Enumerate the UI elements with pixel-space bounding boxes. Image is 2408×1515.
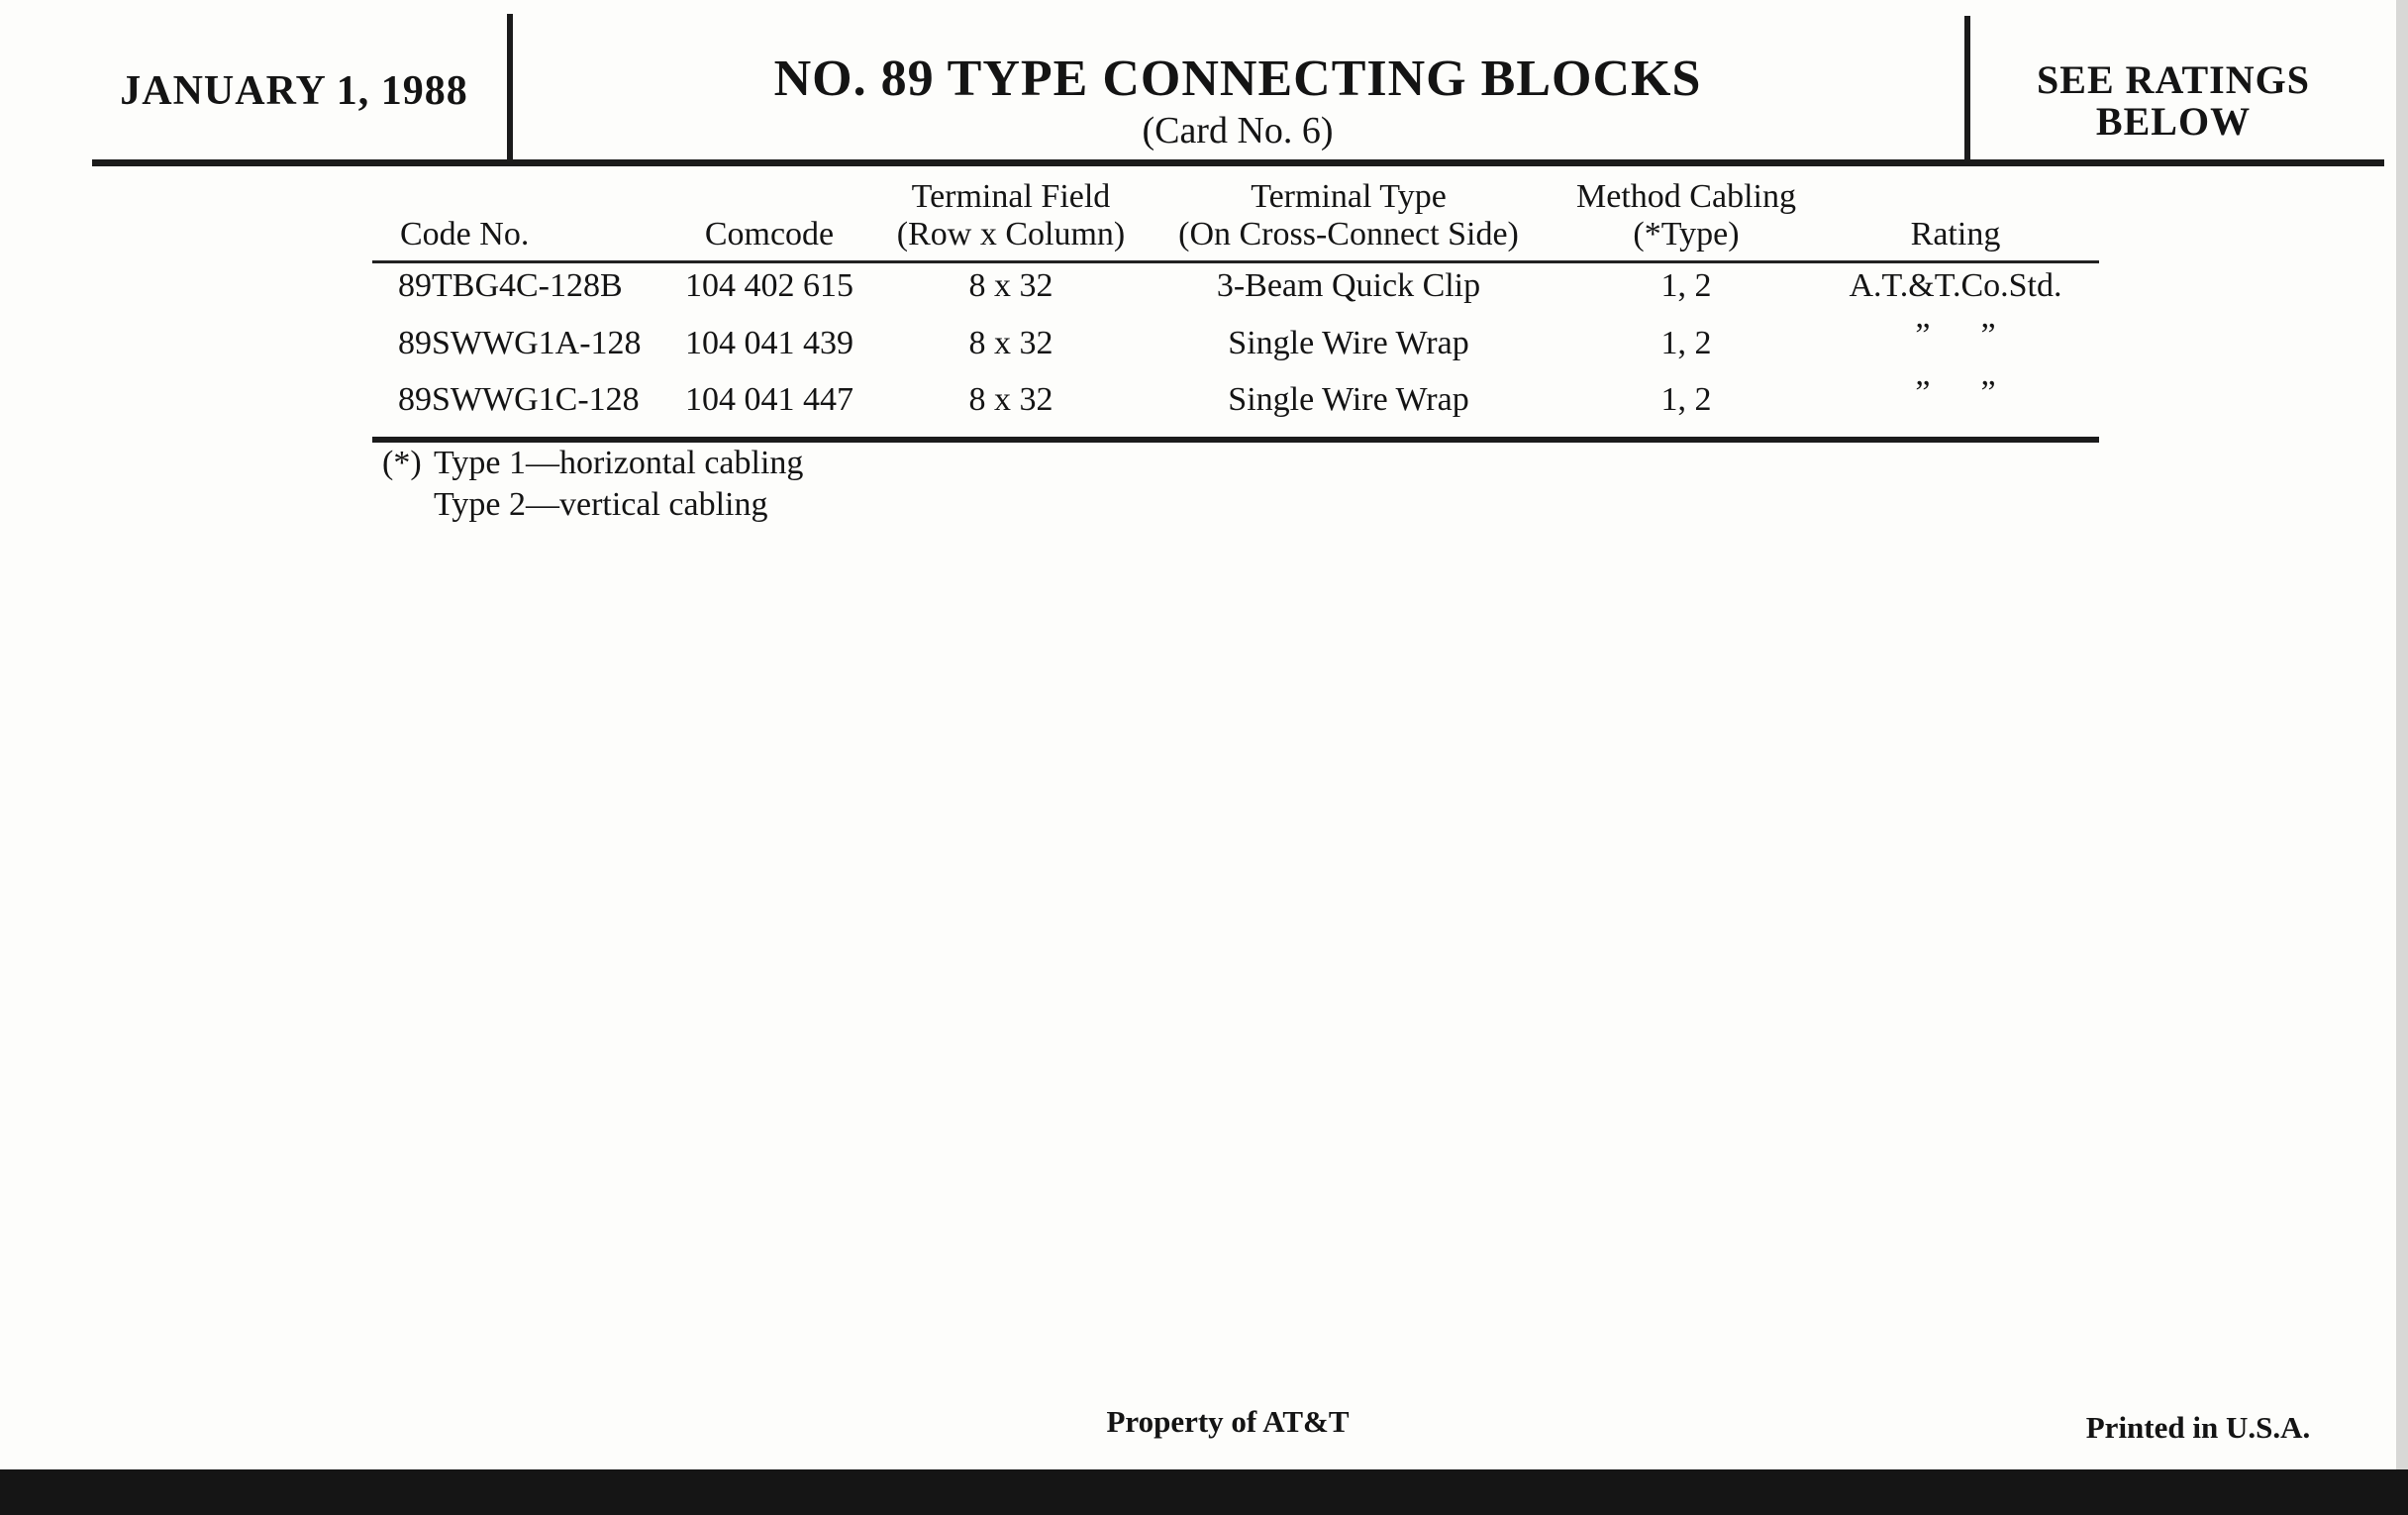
- column-header-line1: Terminal Field: [911, 178, 1111, 215]
- card-title: NO. 89 TYPE CONNECTING BLOCKS: [773, 50, 1702, 107]
- cell-rating: ” ”: [1915, 317, 1996, 354]
- cell-rating: ” ”: [1915, 374, 1996, 411]
- column-header-line1: [1822, 178, 2089, 216]
- column-header-line2: (*Type): [1633, 216, 1740, 252]
- cell-terminal-field: 8 x 32: [968, 267, 1054, 304]
- card-date: JANUARY 1, 1988: [120, 68, 468, 114]
- column-header-line1: Terminal Type: [1251, 178, 1447, 215]
- cell-code-no: 89TBG4C-128B: [398, 267, 623, 304]
- cell-comcode: 104 041 439: [685, 325, 853, 361]
- cell-terminal-type: Single Wire Wrap: [1228, 325, 1469, 361]
- column-header-rating: [1822, 178, 2089, 253]
- ratings-note: [1970, 59, 2376, 143]
- header-divider-left: [507, 14, 513, 164]
- cell-method-cabling: 1, 2: [1660, 381, 1712, 418]
- table-bottom-rule: [372, 437, 2099, 443]
- column-header-line2: Comcode: [704, 216, 835, 252]
- cell-terminal-field: 8 x 32: [968, 381, 1054, 418]
- column-header-line2: Rating: [1910, 216, 2001, 252]
- cell-code-no: 89SWWG1A-128: [398, 325, 642, 361]
- header-rule: [92, 159, 2384, 166]
- column-header-terminal-type: [1149, 178, 1549, 253]
- card-number: (Card No. 6): [1142, 110, 1334, 152]
- footnote-type-1: Type 1—horizontal cabling: [434, 445, 804, 481]
- cell-method-cabling: 1, 2: [1660, 325, 1712, 361]
- column-header-line2: (Row x Column): [896, 216, 1126, 252]
- cell-comcode: 104 041 447: [685, 381, 853, 418]
- cell-comcode: 104 402 615: [685, 267, 853, 304]
- column-header-line2: Code No.: [400, 216, 530, 252]
- cell-code-no: 89SWWG1C-128: [398, 381, 640, 418]
- column-header-line1: Method Cabling: [1576, 178, 1796, 215]
- cell-rating: A.T.&T.Co.Std.: [1849, 267, 2062, 304]
- header-title-block: [515, 50, 1960, 152]
- cell-terminal-type: Single Wire Wrap: [1228, 381, 1469, 418]
- property-notice: Property of AT&T: [1106, 1404, 1350, 1439]
- footnote-marker: (*): [382, 445, 422, 481]
- column-header-comcode: [663, 178, 875, 253]
- scan-background-strip: [0, 1469, 2408, 1515]
- column-header-method-cabling: [1556, 178, 1816, 253]
- column-header-line1: [663, 178, 875, 216]
- ratings-note-line2: BELOW: [2095, 99, 2252, 144]
- card-edge-shadow: [2396, 0, 2408, 1515]
- cell-terminal-field: 8 x 32: [968, 325, 1054, 361]
- ratings-note-line1: SEE RATINGS: [2037, 57, 2310, 102]
- cell-method-cabling: 1, 2: [1660, 267, 1712, 304]
- print-origin: Printed in U.S.A.: [2085, 1410, 2311, 1445]
- column-header-code-no: [372, 178, 677, 253]
- footnote-type-2: Type 2—vertical cabling: [434, 486, 768, 523]
- table-header-rule: [372, 260, 2099, 263]
- column-header-line2: (On Cross-Connect Side): [1178, 216, 1519, 252]
- column-header-line1: [400, 178, 677, 216]
- cell-terminal-type: 3-Beam Quick Clip: [1216, 267, 1481, 304]
- column-header-terminal-field: [879, 178, 1143, 253]
